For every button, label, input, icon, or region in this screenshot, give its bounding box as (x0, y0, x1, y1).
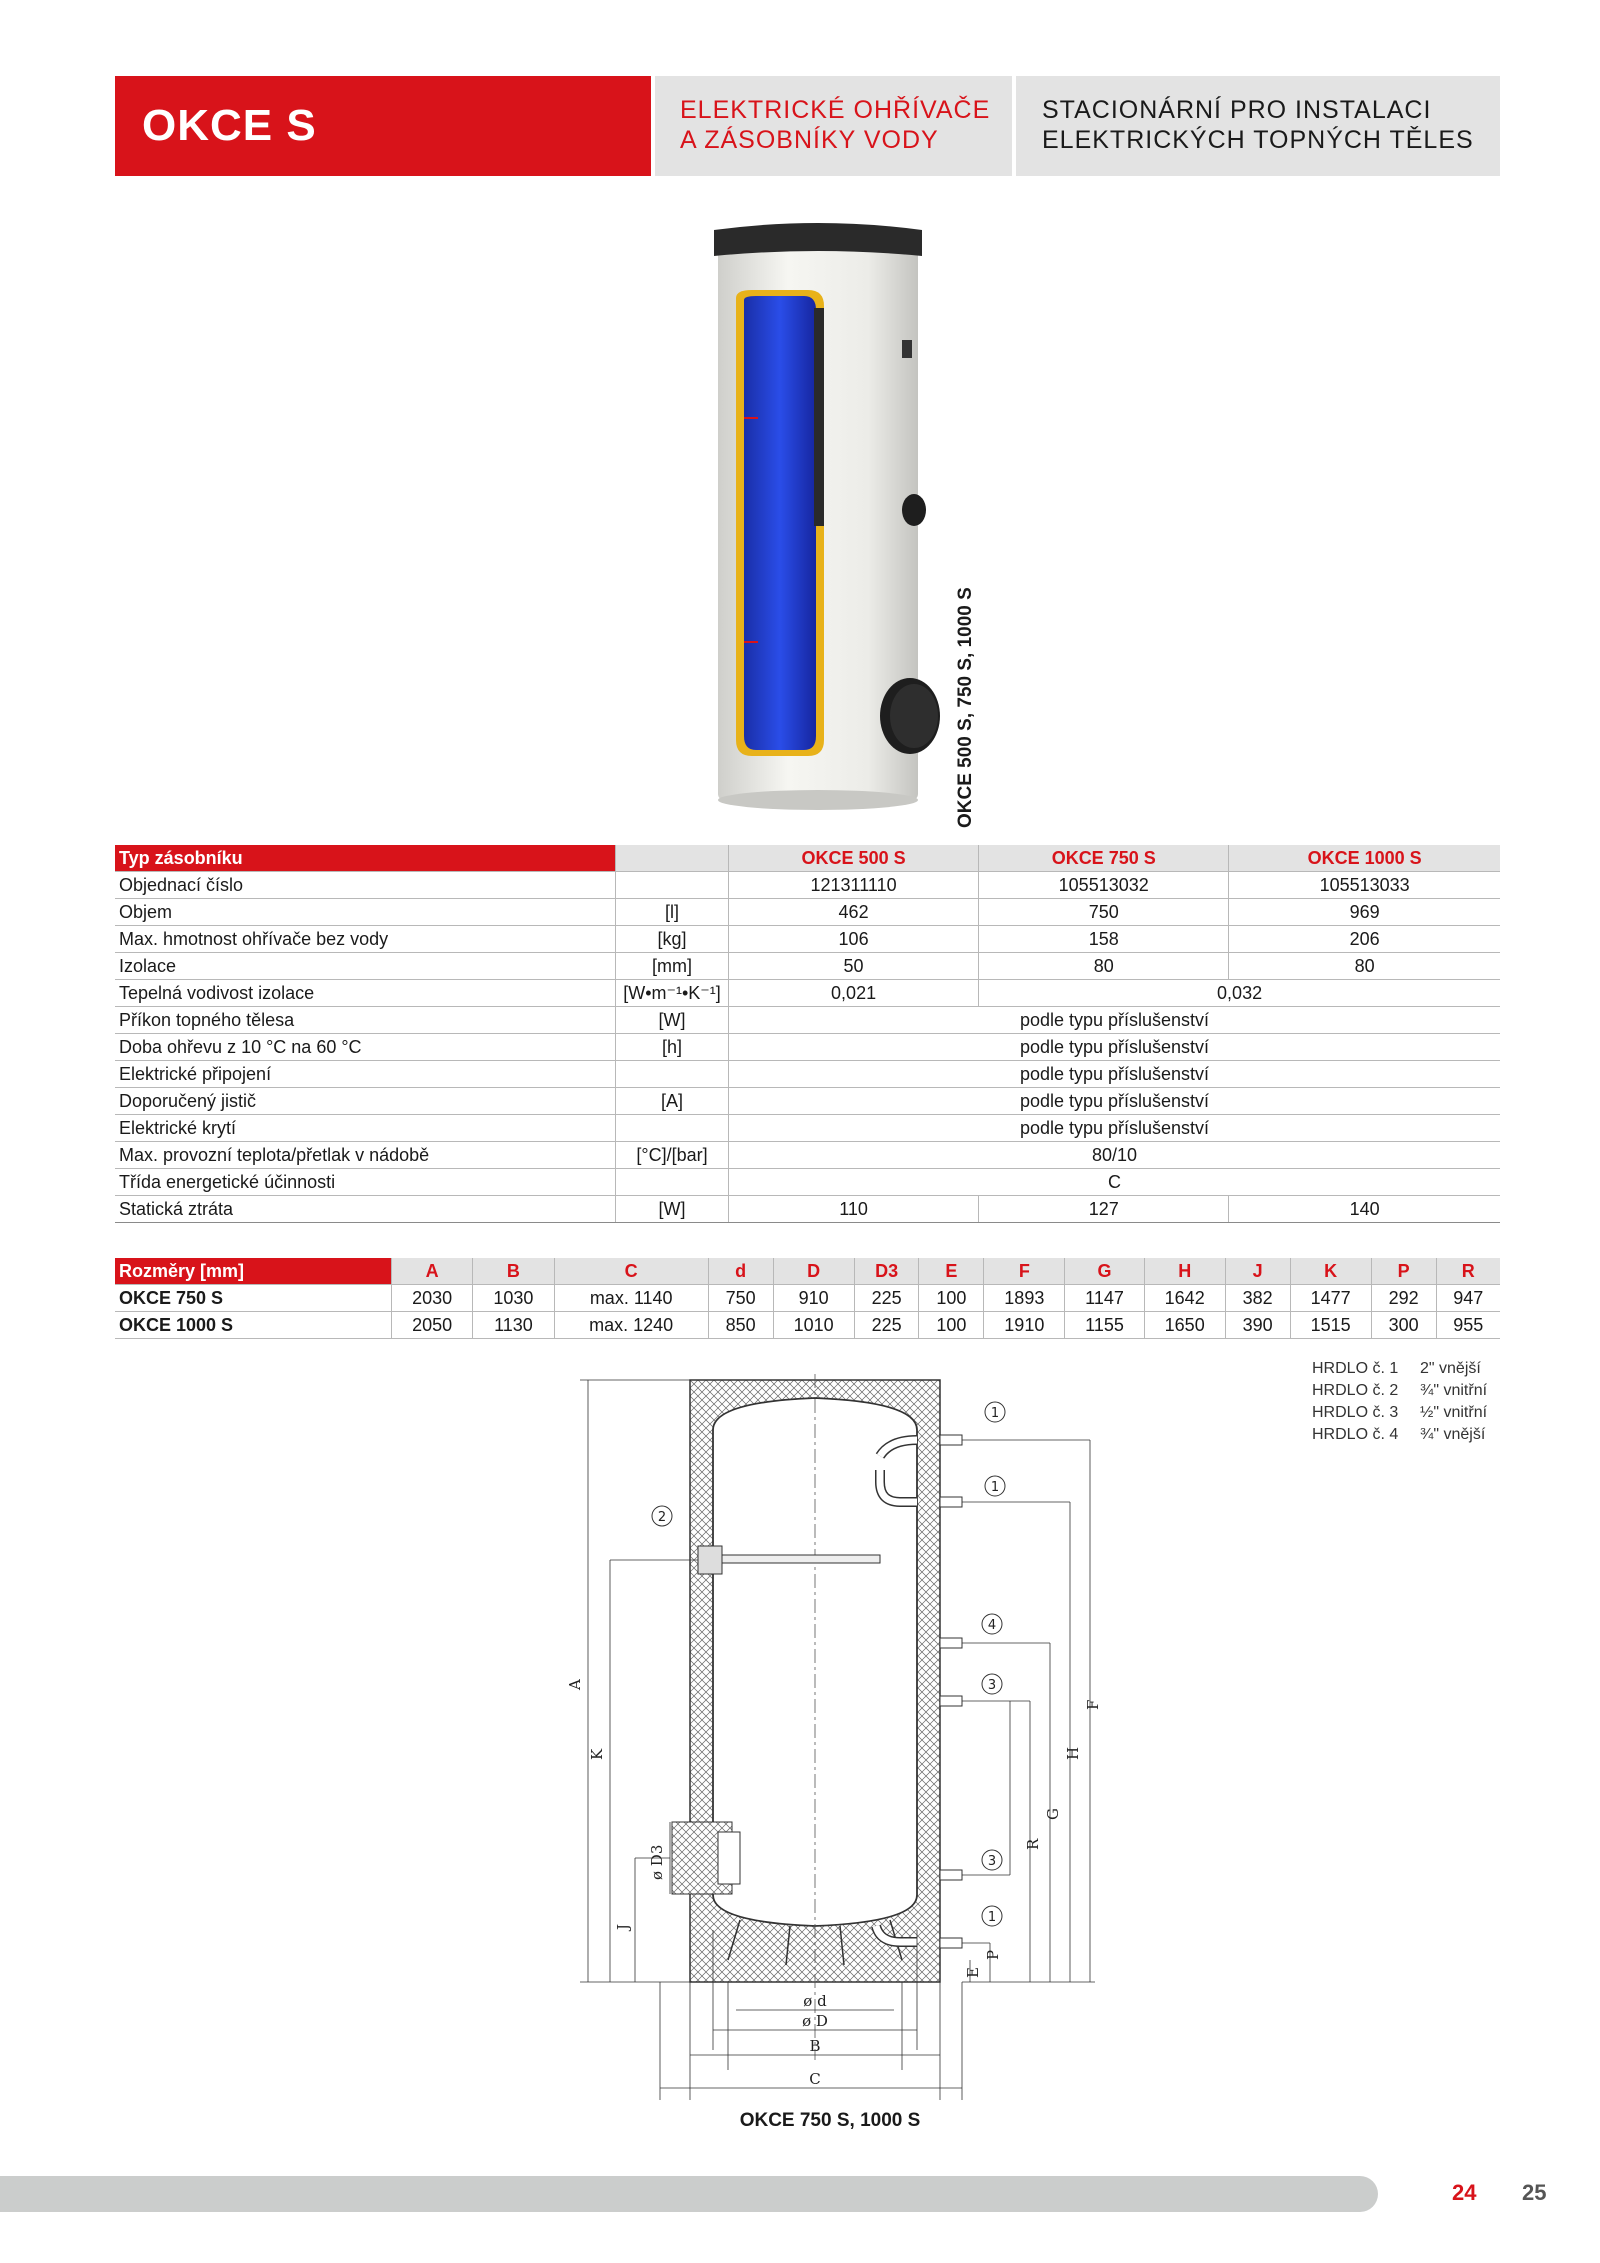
row-unit: [h] (616, 1034, 729, 1061)
cell: 1030 (473, 1285, 554, 1312)
row-unit (616, 872, 729, 899)
page-title: OKCE S (142, 101, 317, 150)
row-label: Elektrické krytí (115, 1115, 616, 1142)
category-line-1: ELEKTRICKÉ OHŘÍVAČE (680, 96, 991, 124)
row-unit: [l] (616, 899, 729, 926)
number-1-top: 1 (990, 1406, 1000, 1421)
table-header-row (115, 1258, 1500, 1285)
row-label: Objednací číslo (115, 872, 616, 899)
col-header: F (984, 1258, 1065, 1285)
cell: 947 (1436, 1285, 1500, 1312)
row-label: Elektrické připojení (115, 1061, 616, 1088)
table-row (115, 1142, 1500, 1169)
cell: max. 1240 (554, 1312, 708, 1339)
row-label: Max. provozní teplota/přetlak v nádobě (115, 1142, 616, 1169)
cell: 1893 (984, 1285, 1065, 1312)
cell: 1650 (1144, 1312, 1225, 1339)
cell: 0,021 (729, 980, 979, 1007)
number-3-upper: 3 (987, 1678, 997, 1693)
spec-header-model-1: OKCE 500 S (729, 845, 979, 872)
cell: 158 (979, 926, 1229, 953)
cell: 1477 (1290, 1285, 1371, 1312)
number-2: 2 (657, 1510, 667, 1525)
dims-header-label: Rozměry [mm] (115, 1258, 392, 1285)
col-header: D3 (854, 1258, 919, 1285)
cell: podle typu příslušenství (729, 1034, 1501, 1061)
cell: 80/10 (729, 1142, 1501, 1169)
col-header: K (1290, 1258, 1371, 1285)
cell: 106 (729, 926, 979, 953)
spec-header-unit (616, 845, 729, 872)
dim-label-j: J (614, 1923, 632, 1930)
heater-flange (698, 1546, 722, 1574)
nozzle-1-upper (940, 1497, 962, 1507)
cell: C (729, 1169, 1501, 1196)
col-header: d (708, 1258, 773, 1285)
cell: podle typu příslušenství (729, 1007, 1501, 1034)
col-header: B (473, 1258, 554, 1285)
row-unit: [W•m⁻¹•K⁻¹] (616, 980, 729, 1007)
subcategory-line-2: ELEKTRICKÝCH TOPNÝCH TĚLES (1042, 126, 1474, 154)
row-unit: [W] (616, 1196, 729, 1223)
row-label: Tepelná vodivost izolace (115, 980, 616, 1007)
nozzle-1-bottom (940, 1938, 962, 1948)
cell: 1147 (1065, 1285, 1144, 1312)
nozzle-1-top (940, 1435, 962, 1445)
row-label: Statická ztráta (115, 1196, 616, 1223)
row-unit: [mm] (616, 953, 729, 980)
row-label: Izolace (115, 953, 616, 980)
table-row (115, 980, 1500, 1007)
dim-label-big-d: ø D (802, 2012, 828, 2030)
cell: 910 (773, 1285, 854, 1312)
legend-row (1312, 1402, 1487, 1424)
dim-label-h: H (1064, 1746, 1082, 1760)
col-header: C (554, 1258, 708, 1285)
row-label: OKCE 1000 S (115, 1312, 392, 1339)
dim-label-f: F (1084, 1699, 1102, 1710)
cell: 110 (729, 1196, 979, 1223)
table-row (115, 1115, 1500, 1142)
cell: 206 (1229, 926, 1500, 953)
connection-name: HRDLO č. 1 (1312, 1360, 1399, 1377)
table-row (115, 926, 1500, 953)
category-line-2: A ZÁSOBNÍKY VODY (680, 126, 939, 154)
page-number-left: 24 (1452, 2180, 1477, 2205)
connection-name: HRDLO č. 2 (1312, 1382, 1399, 1399)
cell: podle typu příslušenství (729, 1061, 1501, 1088)
cell: 50 (729, 953, 979, 980)
spec-header-model-2: OKCE 750 S (979, 845, 1229, 872)
dim-label-c: C (809, 2070, 821, 2088)
dim-label-r: R (1024, 1838, 1042, 1850)
flange-cover (718, 1832, 740, 1884)
cell: podle typu příslušenství (729, 1088, 1501, 1115)
footer-bar (0, 2176, 1378, 2212)
cell: 300 (1371, 1312, 1436, 1339)
connection-spec: ½" vnitřní (1420, 1404, 1488, 1421)
number-3-lower: 3 (987, 1854, 997, 1869)
dim-label-g: G (1044, 1808, 1062, 1820)
nozzle-3-upper (940, 1696, 962, 1706)
cell: 1010 (773, 1312, 854, 1339)
connection-spec: 2" vnější (1420, 1360, 1481, 1377)
cell: max. 1140 (554, 1285, 708, 1312)
row-unit: [W] (616, 1007, 729, 1034)
diagram-caption: OKCE 750 S, 1000 S (739, 2110, 921, 2131)
row-unit: [A] (616, 1088, 729, 1115)
table-row (115, 1061, 1500, 1088)
header-subcategory-box (1016, 76, 1500, 176)
dim-label-d3: ø D3 (648, 1844, 666, 1880)
connection-name: HRDLO č. 4 (1312, 1426, 1399, 1443)
number-1-bottom: 1 (987, 1910, 997, 1925)
col-header: R (1436, 1258, 1500, 1285)
cell: 105513033 (1229, 872, 1500, 899)
cell: 100 (919, 1285, 984, 1312)
connection-spec: ¾" vnitřní (1420, 1382, 1488, 1399)
heating-rod (722, 1555, 880, 1563)
table-row (115, 872, 1500, 899)
row-unit: [kg] (616, 926, 729, 953)
header-category-box (655, 76, 1012, 176)
dim-label-small-d: ø d (803, 1992, 827, 2010)
cell: 2030 (392, 1285, 473, 1312)
cell: 225 (854, 1285, 919, 1312)
table-row (115, 953, 1500, 980)
connection-name: HRDLO č. 3 (1312, 1404, 1399, 1421)
cell: 969 (1229, 899, 1500, 926)
number-4: 4 (987, 1618, 997, 1633)
cell: 750 (979, 899, 1229, 926)
cell: 462 (729, 899, 979, 926)
cell: 1155 (1065, 1312, 1144, 1339)
cell: 225 (854, 1312, 919, 1339)
cell: 1515 (1290, 1312, 1371, 1339)
cell: 1130 (473, 1312, 554, 1339)
spec-table (115, 845, 1500, 1223)
dim-label-k: K (588, 1748, 606, 1760)
legend-row (1312, 1424, 1487, 1446)
row-unit: [°C]/[bar] (616, 1142, 729, 1169)
dim-label-e: E (964, 1967, 982, 1978)
dim-label-b: B (809, 2037, 821, 2055)
header-title-box (115, 76, 651, 176)
row-label: Třída energetické účinnosti (115, 1169, 616, 1196)
table-row (115, 1285, 1500, 1312)
col-header: G (1065, 1258, 1144, 1285)
cell: 140 (1229, 1196, 1500, 1223)
page-number-right: 25 (1522, 2180, 1547, 2205)
cell: 80 (1229, 953, 1500, 980)
col-header: D (773, 1258, 854, 1285)
spec-header-label: Typ zásobníku (115, 845, 616, 872)
row-unit (616, 1169, 729, 1196)
cell: 292 (1371, 1285, 1436, 1312)
table-row (115, 1088, 1500, 1115)
table-row (115, 1312, 1500, 1339)
number-1-second: 1 (990, 1480, 1000, 1495)
col-header: P (1371, 1258, 1436, 1285)
cell: 1910 (984, 1312, 1065, 1339)
cell: 390 (1225, 1312, 1290, 1339)
dim-label-a: A (566, 1679, 584, 1690)
col-header: E (919, 1258, 984, 1285)
row-label: Doba ohřevu z 10 °C na 60 °C (115, 1034, 616, 1061)
col-header: H (1144, 1258, 1225, 1285)
table-header-row (115, 845, 1500, 872)
product-label: OKCE 500 S, 750 S, 1000 S (955, 587, 976, 828)
dim-label-p: P (984, 1949, 1002, 1960)
cell: 121311110 (729, 872, 979, 899)
table-row (115, 1034, 1500, 1061)
connection-spec: ¾" vnější (1420, 1426, 1486, 1443)
col-header: A (392, 1258, 473, 1285)
row-label: Doporučený jistič (115, 1088, 616, 1115)
connections-legend (1312, 1358, 1487, 1446)
table-row (115, 1196, 1500, 1223)
legend-row (1312, 1358, 1487, 1380)
dimensions-table (115, 1258, 1500, 1339)
cell: 955 (1436, 1312, 1500, 1339)
cell: 850 (708, 1312, 773, 1339)
cell: 382 (1225, 1285, 1290, 1312)
cell: 127 (979, 1196, 1229, 1223)
row-unit (616, 1061, 729, 1088)
table-row (115, 1007, 1500, 1034)
cell: podle typu příslušenství (729, 1115, 1501, 1142)
nozzle-3-lower (940, 1870, 962, 1880)
cell: 0,032 (979, 980, 1500, 1007)
water-heater-image (700, 220, 940, 820)
row-label: Objem (115, 899, 616, 926)
cell: 750 (708, 1285, 773, 1312)
spec-header-model-3: OKCE 1000 S (1229, 845, 1500, 872)
technical-diagram (550, 1360, 1110, 2100)
cell: 2050 (392, 1312, 473, 1339)
row-label: Příkon topného tělesa (115, 1007, 616, 1034)
cell: 1642 (1144, 1285, 1225, 1312)
cell: 80 (979, 953, 1229, 980)
table-row (115, 899, 1500, 926)
legend-row (1312, 1380, 1487, 1402)
subcategory-line-1: STACIONÁRNÍ PRO INSTALACI (1042, 96, 1432, 124)
row-unit (616, 1115, 729, 1142)
nozzle-4 (940, 1638, 962, 1648)
row-label: Max. hmotnost ohřívače bez vody (115, 926, 616, 953)
cell: 100 (919, 1312, 984, 1339)
row-label: OKCE 750 S (115, 1285, 392, 1312)
cell: 105513032 (979, 872, 1229, 899)
col-header: J (1225, 1258, 1290, 1285)
table-row (115, 1169, 1500, 1196)
